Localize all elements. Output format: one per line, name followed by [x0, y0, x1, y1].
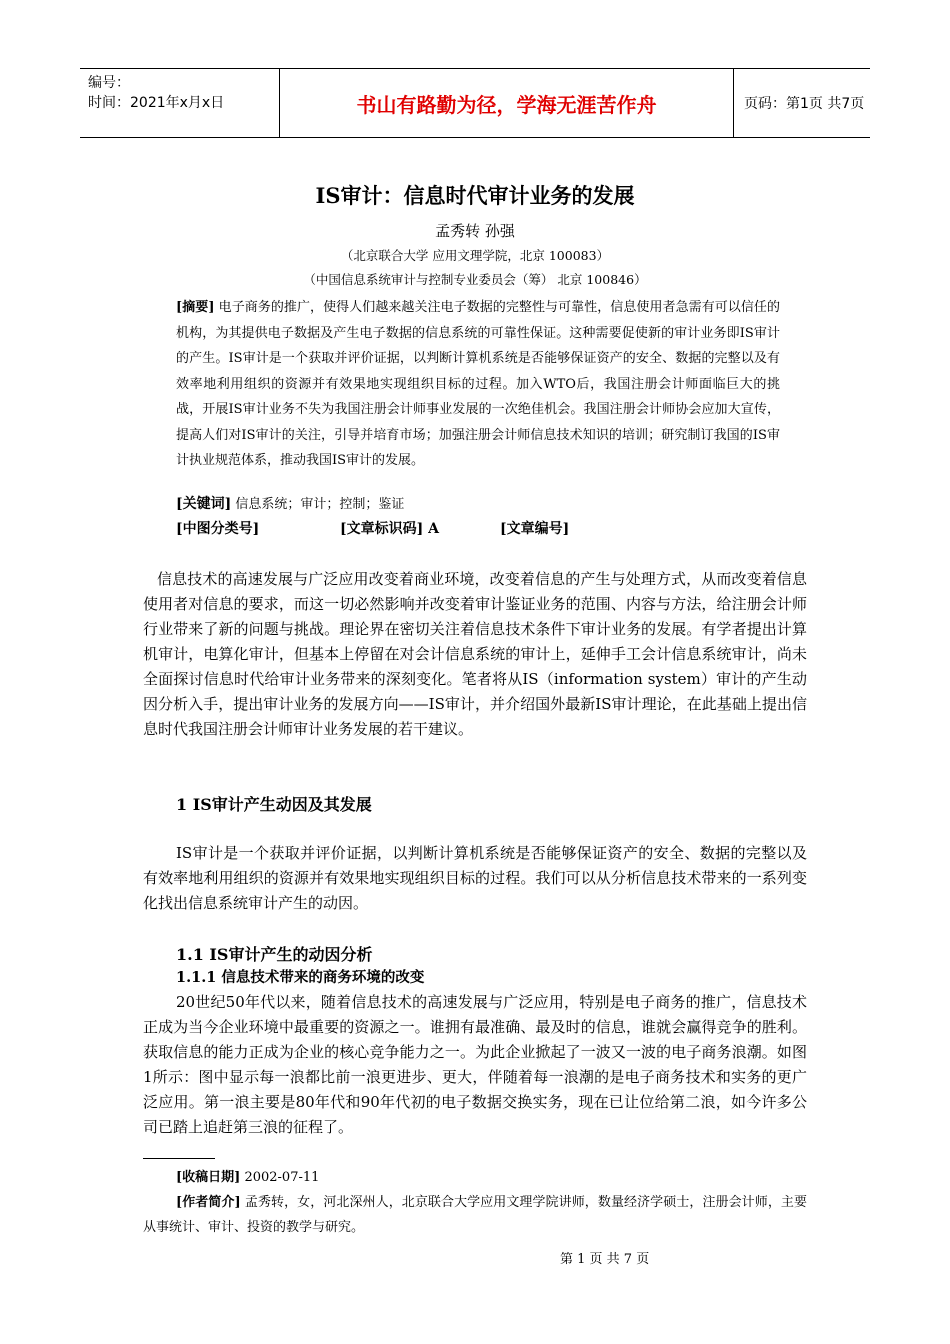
section-1-heading: 1 IS审计产生动因及其发展	[176, 795, 372, 814]
keywords	[176, 493, 404, 513]
clc-label: [中图分类号]	[176, 521, 260, 537]
number-label: 编号：	[88, 75, 130, 91]
section-1-1-1-paragraph: 20世纪50年代以来，随着信息技术的高速发展与广泛应用，特别是电子商务的推广，信息技术正成为当今企业环境中最重要的资源之一。谁拥有最准确、最及时的信息，谁就会赢得竞争的胜利。获取信息的能力正成为企业的核心竞争能力之一。为此企业掀起了一波又一波的电子商务浪潮。如图1所示：图中显示每一浪都比前一浪更进步、更大，伴随着每一浪潮的是电子商务技术和实务的更广泛应用。第一浪主要是80年代和90年代初的电子数据交换实务，现在已让位给第二浪，如今许多公司已踏上追赶第三浪的征程了。	[143, 993, 807, 1136]
author-note-label: [作者简介]	[176, 1195, 241, 1210]
received-note	[176, 1166, 319, 1185]
motto: 书山有路勤为径，学海无涯苦作舟	[356, 92, 657, 117]
keywords-text: 信息系统；审计；控制；鉴证	[235, 497, 405, 512]
header-meta	[80, 69, 280, 137]
date-label: 时间：2021年x月x日	[88, 95, 225, 111]
abstract-label: [摘要]	[176, 300, 215, 315]
page-label: 页码：第1页 共7页	[744, 96, 865, 112]
section-1-1-heading: 1.1 IS审计产生的动因分析	[176, 945, 373, 964]
affiliation-2: （中国信息系统审计与控制专业委员会（筹） 北京 100846）	[303, 272, 647, 287]
classification-line	[176, 518, 596, 538]
page-header	[80, 68, 870, 138]
page-footer: 第 1 页 共 7 页	[560, 1252, 650, 1267]
author-note	[143, 1190, 807, 1240]
footnote-rule	[143, 1158, 215, 1159]
intro-paragraph: 信息技术的高速发展与广泛应用改变着商业环境，改变着信息的产生与处理方式，从而改变着信息使用者对信息的要求，而这一切必然影响并改变着审计鉴证业务的范围、内容与方法，给注册会计师行业带来了新的问题与挑战。理论界在密切关注着信息技术条件下审计业务的发展。有学者提出计算机审计，电算化审计，但基本上停留在对会计信息系统的审计上，延伸手工会计信息系统审计，尚未全面探讨信息时代给审计业务带来的深刻变化。笔者将从IS（information system）审计的产生动因分析入手，提出审计业务的发展方向——IS审计，并介绍国外最新IS审计理论，在此基础上提出信息时代我国注册会计师审计业务发展的若干建议。	[143, 570, 807, 738]
author-note-text: 孟秀转，女，河北深州人，北京联合大学应用文理学院讲师，数量经济学硕士，注册会计师，主要从事统计、审计、投资的教学与研究。	[143, 1195, 807, 1235]
paper-title: IS审计：信息时代审计业务的发展	[315, 183, 635, 208]
received-date: 2002-07-11	[244, 1170, 320, 1185]
authors: 孟秀转 孙强	[435, 222, 515, 240]
article-no-label: [文章编号]	[500, 521, 570, 537]
section-1-paragraph: IS审计是一个获取并评价证据，以判断计算机系统是否能够保证资产的安全、数据的完整以及有效率地利用组织的资源并有效果地实现组织目标的过程。我们可以从分析信息技术带来的一系列变化找出信息系统审计产生的动因。	[143, 844, 807, 912]
abstract-text: 电子商务的推广，使得人们越来越关注电子数据的完整性与可靠性，信息使用者急需有可以信任的机构，为其提供电子数据及产生电子数据的信息系统的可靠性保证。这种需要促使新的审计业务即IS审计的产生。IS审计是一个获取并评价证据，以判断计算机系统是否能够保证资产的安全、数据的完整以及有效率地利用组织的资源并有效果地实现组织目标的过程。加入WTO后，我国注册会计师面临巨大的挑战，开展IS审计业务不失为我国注册会计师事业发展的一次绝佳机会。我国注册会计师协会应加大宣传，提高人们对IS审计的关注，引导并培育市场；加强注册会计师信息技术知识的培训；研究制订我国的IS审计执业规范体系，推动我国IS审计的发展。	[176, 300, 780, 468]
section-1-1-1-heading: 1.1.1 信息技术带来的商务环境的改变	[176, 969, 425, 986]
doc-code-label: [文章标识码] A	[340, 521, 439, 537]
abstract	[176, 295, 780, 474]
received-label: [收稿日期]	[176, 1170, 241, 1185]
keywords-label: [关键词]	[176, 496, 232, 512]
affiliation-1: （北京联合大学 应用文理学院，北京 100083）	[340, 248, 610, 263]
header-motto-cell	[280, 69, 734, 137]
